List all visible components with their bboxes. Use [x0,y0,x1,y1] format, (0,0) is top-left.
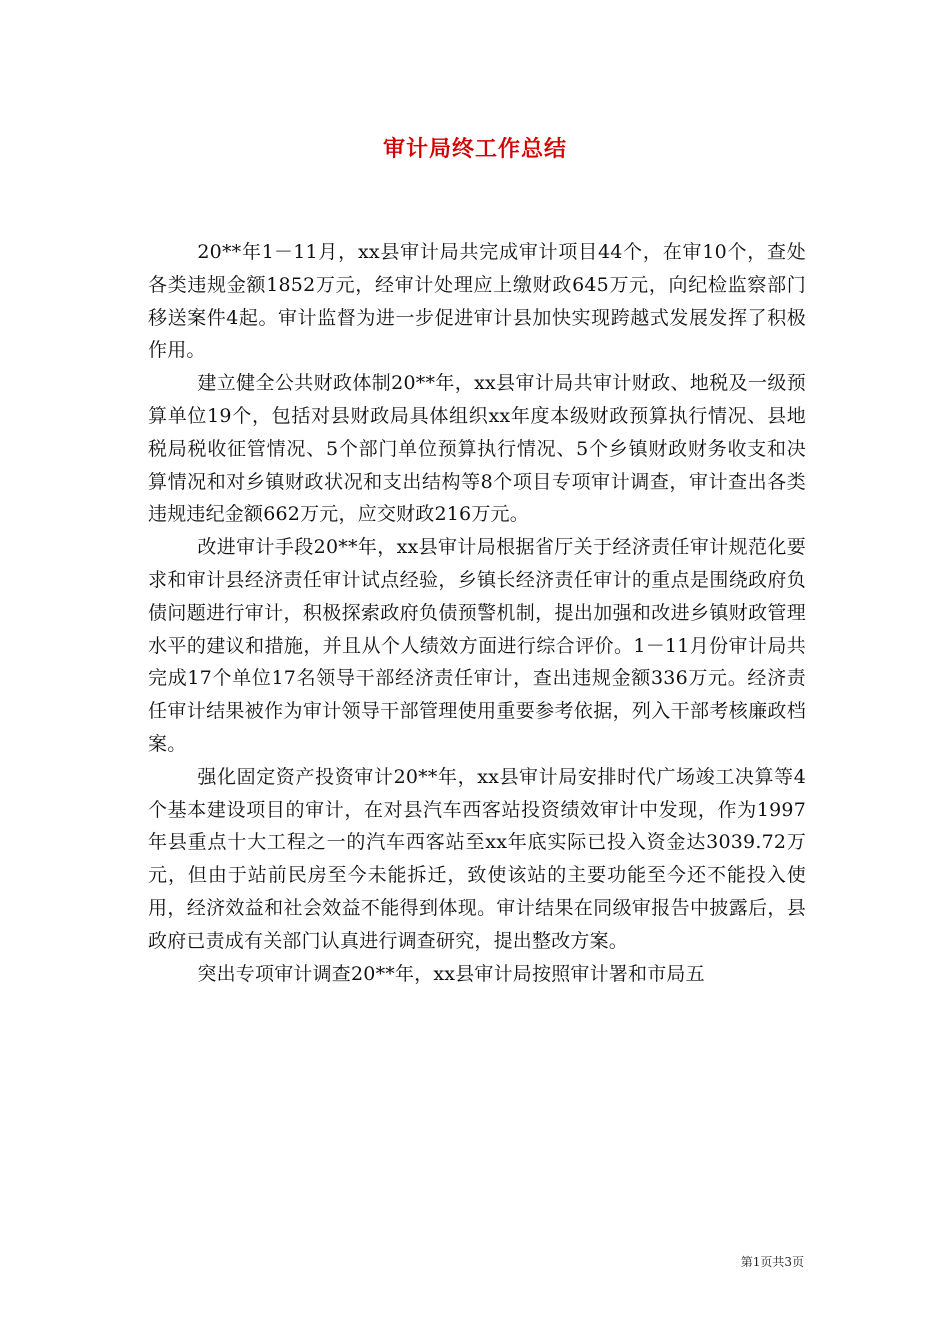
paragraph-summary: 20**年1－11月，xx县审计局共完成审计项目44个，在审10个，查处各类违规金额1852万元，经审计处理应上缴财政645万元，向纪检监察部门移送案件4起。审计监督为进一步促进审计县加快实现跨越式发展发挥了积极作用。 [148,241,806,362]
document-title: 审计局终工作总结 [382,137,567,162]
paragraph-audit-methods: 改进审计手段20**年，xx县审计局根据省厅关于经济责任审计规范化要求和审计县经济责任审计试点经验，乡镇长经济责任审计的重点是围绕政府负债问题进行审计，积极探索政府负债预警机制，提出加强和改进乡镇财政管理水平的建议和措施，并且从个人绩效方面进行综合评价。1－11月份审计局共完成17个单位17名领导干部经济责任审计，查出违规金额336万元。经济责任审计结果被作为审计领导干部管理使用重要参考依据，列入干部考核廉政档案。 [148,536,806,755]
paragraph-public-finance: 建立健全公共财政体制20**年，xx县审计局共审计财政、地税及一级预算单位19个，包括对县财政局具体组织xx年度本级财政预算执行情况、县地税局税收征管情况、5个部门单位预算执行情况、5个乡镇财政财务收支和决算情况和对乡镇财政状况和支出结构等8个项目专项审计调查，审计查出各类违规违纪金额662万元，应交财政216万元。 [148,372,806,526]
page-number-footer: 第1页共3页 [740,1255,804,1269]
document-body [148,236,806,990]
paragraph-fixed-asset-audit: 强化固定资产投资审计20**年，xx县审计局安排时代广场竣工决算等4个基本建设项目的审计，在对县汽车西客站投资绩效审计中发现，作为1997年县重点十大工程之一的汽车西客站至xx年底实际已投入资金达3039.72万元，但由于站前民房至今未能拆迁，致使该站的主要功能至今还不能投入使用，经济效益和社会效益不能得到体现。审计结果在同级审报告中披露后，县政府已责成有关部门认真进行调查研究，提出整改方案。 [148,765,806,952]
paragraph-special-audit: 突出专项审计调查20**年，xx县审计局按照审计署和市局五 [197,962,705,985]
